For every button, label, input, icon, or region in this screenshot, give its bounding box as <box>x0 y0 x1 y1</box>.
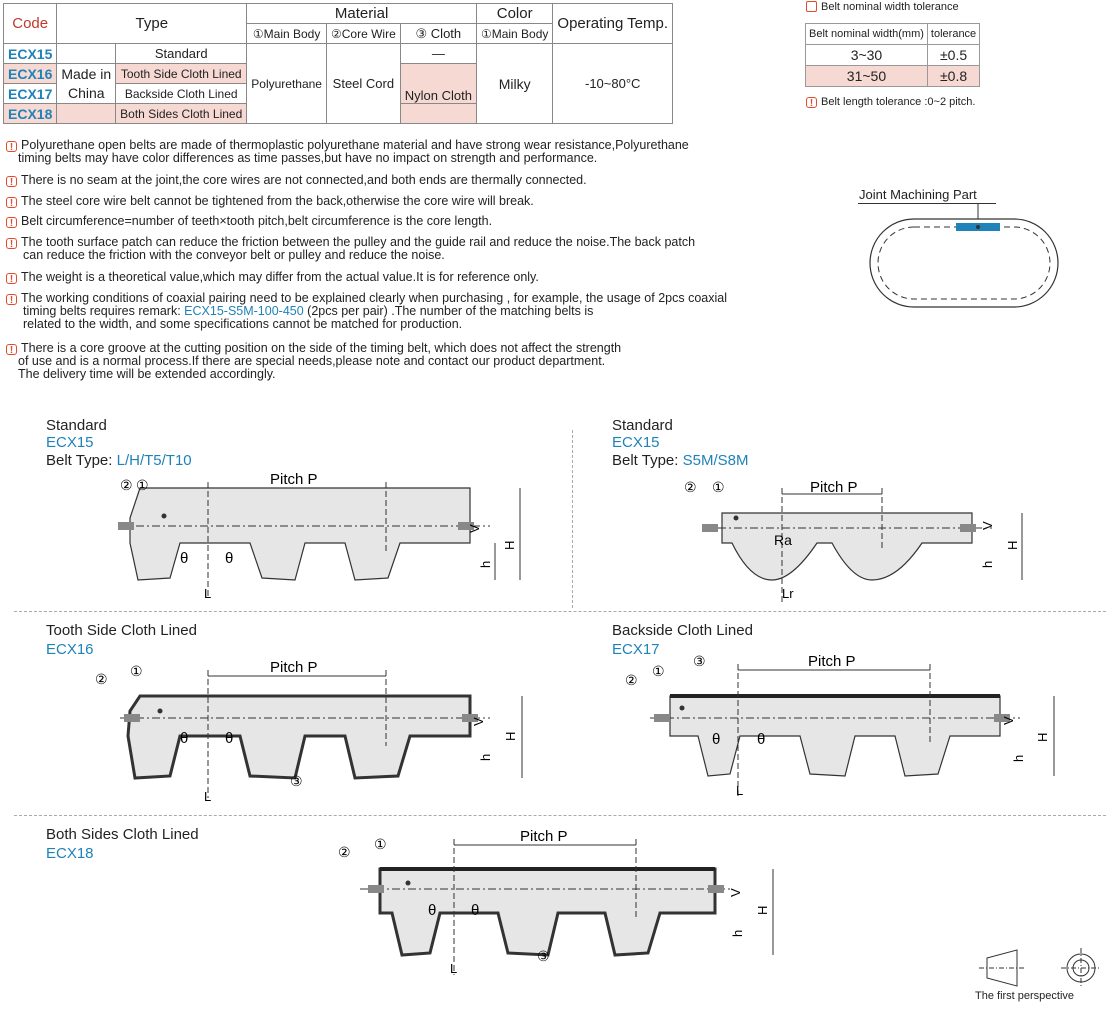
d2-title: Standard <box>612 417 673 434</box>
warning-icon: ! <box>6 141 17 152</box>
length-note: ! Belt length tolerance :0~2 pitch. <box>806 96 975 109</box>
d1-belt-type: Belt Type: L/H/T5/T10 <box>46 452 192 469</box>
d1-code: ECX15 <box>46 434 94 451</box>
svg-text:V: V <box>728 888 743 897</box>
made-in-blank <box>57 104 116 124</box>
svg-text:θ: θ <box>428 902 437 919</box>
svg-text:①: ① <box>712 479 725 495</box>
warning-icon: ! <box>6 273 17 284</box>
header-temp: Operating Temp. <box>553 4 673 44</box>
temp-value: -10~80°C <box>553 44 673 124</box>
row-code: ECX15 <box>4 44 57 64</box>
svg-text:Lr: Lr <box>782 586 794 601</box>
svg-text:③: ③ <box>693 653 706 669</box>
svg-text:②: ② <box>625 672 638 688</box>
d5-title: Both Sides Cloth Lined <box>46 826 199 843</box>
note-5: ! The tooth surface patch can reduce the friction between the pulley and the guide rail and reduce the noise.The back patch can reduce the friction with the conveyor belt or pulley and reduce the noise. <box>6 236 695 262</box>
divider <box>572 430 573 608</box>
svg-text:V: V <box>1001 716 1016 725</box>
svg-text:②: ② <box>120 477 133 493</box>
divider <box>14 815 1106 816</box>
d3-belt-diagram <box>90 656 540 806</box>
svg-text:θ: θ <box>180 730 189 747</box>
warning-icon: ! <box>6 344 17 355</box>
note-3: ! The steel core wire belt cannot be tightened from the back,otherwise the core wire will break. <box>6 195 534 208</box>
svg-text:①: ① <box>130 663 143 679</box>
svg-text:V: V <box>980 521 995 530</box>
d5-code: ECX18 <box>46 845 94 862</box>
svg-text:H: H <box>755 905 770 915</box>
warning-icon: ! <box>6 238 17 249</box>
tol-header-width: Belt nominal width(mm) <box>806 24 928 45</box>
note-4: ! Belt circumference=number of teeth×tooth pitch,belt circumference is the core length. <box>6 215 492 228</box>
svg-text:θ: θ <box>757 731 766 748</box>
row-code: ECX17 <box>4 84 57 104</box>
svg-text:③: ③ <box>537 948 550 964</box>
header-core-wire: ②Core Wire <box>326 24 400 44</box>
svg-text:①: ① <box>652 663 665 679</box>
d4-belt-diagram <box>625 652 1070 802</box>
header-color: Color <box>476 4 552 24</box>
svg-text:②: ② <box>95 671 108 687</box>
svg-text:L: L <box>450 961 458 976</box>
svg-text:θ: θ <box>225 730 234 747</box>
row-type: Both Sides Cloth Lined <box>116 104 247 124</box>
d2-code: ECX15 <box>612 434 660 451</box>
spec-table <box>3 3 673 124</box>
d4-title: Backside Cloth Lined <box>612 622 753 639</box>
d3-code: ECX16 <box>46 641 94 658</box>
d2-belt-diagram <box>684 468 1032 608</box>
row-cloth: — <box>400 44 476 64</box>
tol-header-tol: tolerance <box>927 24 979 45</box>
core-wire-value: Steel Cord <box>326 44 400 124</box>
svg-text:H: H <box>502 540 517 550</box>
svg-text:θ: θ <box>225 550 234 567</box>
svg-text:H: H <box>1035 732 1050 742</box>
header-color-main: ①Main Body <box>476 24 552 44</box>
tol-value: ±0.8 <box>927 66 979 87</box>
header-main-body: ①Main Body <box>247 24 327 44</box>
svg-text:h: h <box>730 929 745 937</box>
header-cloth: ③ Cloth <box>400 24 476 44</box>
svg-text:②: ② <box>684 479 697 495</box>
row-cloth <box>400 104 476 124</box>
svg-text:L: L <box>736 783 744 798</box>
svg-text:h: h <box>1011 754 1026 762</box>
row-code: ECX18 <box>4 104 57 124</box>
color-value: Milky <box>476 44 552 124</box>
svg-text:H: H <box>503 731 518 741</box>
note-6: ! The weight is a theoretical value,which may differ from the actual value.It is for reference only. <box>6 271 539 284</box>
joint-label: Joint Machining Part <box>859 187 977 202</box>
d5-belt-diagram <box>330 825 790 985</box>
warning-icon: ! <box>6 294 17 305</box>
svg-text:③: ③ <box>290 773 303 789</box>
svg-text:θ: θ <box>180 550 189 567</box>
d2-belt-type: Belt Type: S5M/S8M <box>612 452 749 469</box>
row-type: Tooth Side Cloth Lined <box>116 64 247 84</box>
svg-text:V: V <box>467 524 482 533</box>
pitch-label: Pitch P <box>270 659 318 676</box>
made-in-value: Made in China <box>57 64 116 104</box>
joint-diagram <box>864 203 1064 313</box>
header-code: Code <box>4 4 57 44</box>
svg-text:H: H <box>1005 540 1020 550</box>
main-body-value: Polyurethane <box>247 44 327 124</box>
d3-title: Tooth Side Cloth Lined <box>46 622 197 639</box>
svg-text:V: V <box>471 717 486 726</box>
warning-icon: ! <box>806 97 817 108</box>
warning-icon: ! <box>6 176 17 187</box>
tol-width: 31~50 <box>806 66 928 87</box>
svg-text:L: L <box>204 586 212 601</box>
note-2: ! There is no seam at the joint,the core wires are not connected,and both ends are thermally connected. <box>6 174 587 187</box>
row-type: Backside Cloth Lined <box>116 84 247 104</box>
pitch-label: Pitch P <box>810 479 858 496</box>
made-in-blank <box>57 44 116 64</box>
tol-value: ±0.5 <box>927 45 979 66</box>
svg-text:h: h <box>980 560 995 568</box>
row-type: Standard <box>116 44 247 64</box>
perspective-label: The first perspective <box>975 990 1075 1002</box>
svg-text:①: ① <box>136 477 149 493</box>
svg-text:h: h <box>478 560 493 568</box>
note-1: ! Polyurethane open belts are made of thermoplastic polyurethane material and have strong wear resistance,Polyurethane timing belts may have color differences as time passes,but have no impact on strength and performance. <box>6 139 689 165</box>
pitch-label: Pitch P <box>270 471 318 488</box>
warning-icon: ! <box>6 197 17 208</box>
d1-title: Standard <box>46 417 107 434</box>
header-type: Type <box>57 4 247 44</box>
tolerance-table <box>805 23 980 87</box>
svg-text:Ra: Ra <box>774 532 792 548</box>
svg-text:h: h <box>478 753 493 761</box>
svg-text:θ: θ <box>471 902 480 919</box>
svg-text:L: L <box>204 789 212 804</box>
first-perspective-icon <box>975 948 1105 990</box>
svg-text:②: ② <box>338 844 351 860</box>
tolerance-title: Belt nominal width tolerance <box>806 1 959 13</box>
note-7: ! The working conditions of coaxial pairing need to be explained clearly when purchasing , for example, the usage of 2pcs coaxial timing belts requires remark: ECX15-S5M-100-450 (2pcs per pair) .The number of the matching belts is related to the width, and some specifications cannot be matched for production. <box>6 292 727 331</box>
svg-text:①: ① <box>374 836 387 852</box>
row-code: ECX16 <box>4 64 57 84</box>
warning-icon: ! <box>6 217 17 228</box>
svg-text:θ: θ <box>712 731 721 748</box>
header-material: Material <box>247 4 477 24</box>
pitch-label: Pitch P <box>520 828 568 845</box>
note-8: ! There is a core groove at the cutting position on the side of the timing belt, which does not affect the strength of use and is a normal process.If there are special needs,please note and contact our product department. The delivery time will be extended accordingly. <box>6 342 621 381</box>
row-cloth: Nylon Cloth <box>400 64 476 104</box>
divider <box>14 611 1106 612</box>
d4-code: ECX17 <box>612 641 660 658</box>
pitch-label: Pitch P <box>808 653 856 670</box>
square-icon <box>806 1 817 12</box>
tol-width: 3~30 <box>806 45 928 66</box>
d1-belt-diagram <box>100 468 540 608</box>
